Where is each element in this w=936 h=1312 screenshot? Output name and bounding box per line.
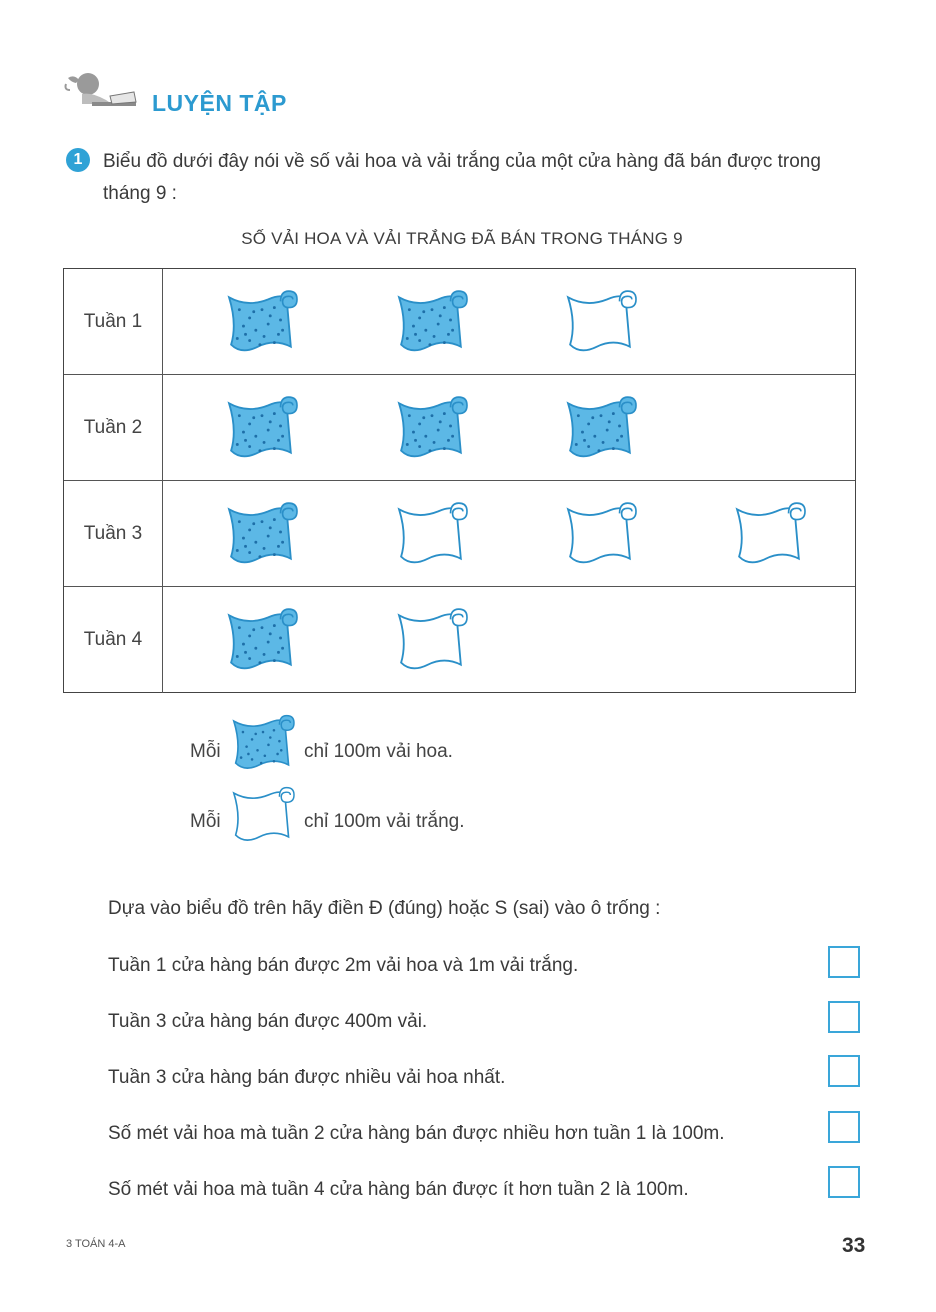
white-fabric-icon (392, 605, 472, 675)
row-label: Tuần 4 (64, 587, 163, 693)
chart-row-week-3 (64, 481, 855, 587)
book-code: 3 TOÁN 4-A (66, 1238, 126, 1250)
answer-box-4[interactable] (828, 1111, 860, 1143)
flowered-fabric-icon (561, 393, 641, 463)
statement-1: Tuần 1 cửa hàng bán được 2m vải hoa và 1m vải trắng. (108, 955, 579, 976)
white-fabric-icon (392, 499, 472, 569)
flowered-fabric-icon (392, 393, 472, 463)
pictograph-table (63, 268, 856, 693)
statement-5: Số mét vải hoa mà tuần 4 cửa hàng bán được ít hơn tuần 2 là 100m. (108, 1179, 689, 1200)
legend-prefix: Mỗi (190, 811, 221, 832)
answer-box-2[interactable] (828, 1001, 860, 1033)
flowered-fabric-icon (222, 605, 302, 675)
section-title: LUYỆN TẬP (152, 90, 287, 116)
answer-box-1[interactable] (828, 946, 860, 978)
white-fabric-icon (730, 499, 810, 569)
flowered-fabric-icon (222, 287, 302, 357)
instruction-text: Dựa vào biểu đồ trên hãy điền Đ (đúng) hoặc S (sai) vào ô trống : (108, 898, 661, 919)
statement-3: Tuần 3 cửa hàng bán được nhiều vải hoa nhất. (108, 1067, 506, 1088)
answer-box-3[interactable] (828, 1055, 860, 1087)
row-label: Tuần 1 (64, 269, 163, 374)
flowered-fabric-icon (222, 499, 302, 569)
legend-prefix: Mỗi (190, 741, 221, 762)
girl-reading-icon (62, 66, 144, 116)
flowered-fabric-icon (222, 393, 302, 463)
white-fabric-icon (561, 499, 641, 569)
legend-text: chỉ 100m vải trắng. (304, 811, 465, 832)
legend-flowered-fabric-icon (228, 712, 298, 774)
row-label: Tuần 3 (64, 481, 163, 586)
exercise-number-badge: 1 (66, 148, 90, 172)
answer-box-5[interactable] (828, 1166, 860, 1198)
legend-text: chỉ 100m vải hoa. (304, 741, 453, 762)
flowered-fabric-icon (392, 287, 472, 357)
row-label: Tuần 2 (64, 375, 163, 480)
chart-row-week-2 (64, 375, 855, 481)
statement-4: Số mét vải hoa mà tuần 2 cửa hàng bán được nhiều hơn tuần 1 là 100m. (108, 1123, 725, 1144)
statement-2: Tuần 3 cửa hàng bán được 400m vải. (108, 1011, 428, 1032)
chart-title: SỐ VẢI HOA VÀ VẢI TRẮNG ĐÃ BÁN TRONG THÁNG 9 (241, 229, 683, 248)
chart-row-week-1 (64, 269, 855, 375)
page-number: 33 (842, 1234, 866, 1257)
chart-row-week-4 (64, 587, 855, 693)
legend-white-fabric-icon (228, 784, 298, 846)
exercise-prompt: Biểu đồ dưới đây nói về số vải hoa và vải trắng của một cửa hàng đã bán được trong tháng 9 : (103, 151, 821, 204)
white-fabric-icon (561, 287, 641, 357)
